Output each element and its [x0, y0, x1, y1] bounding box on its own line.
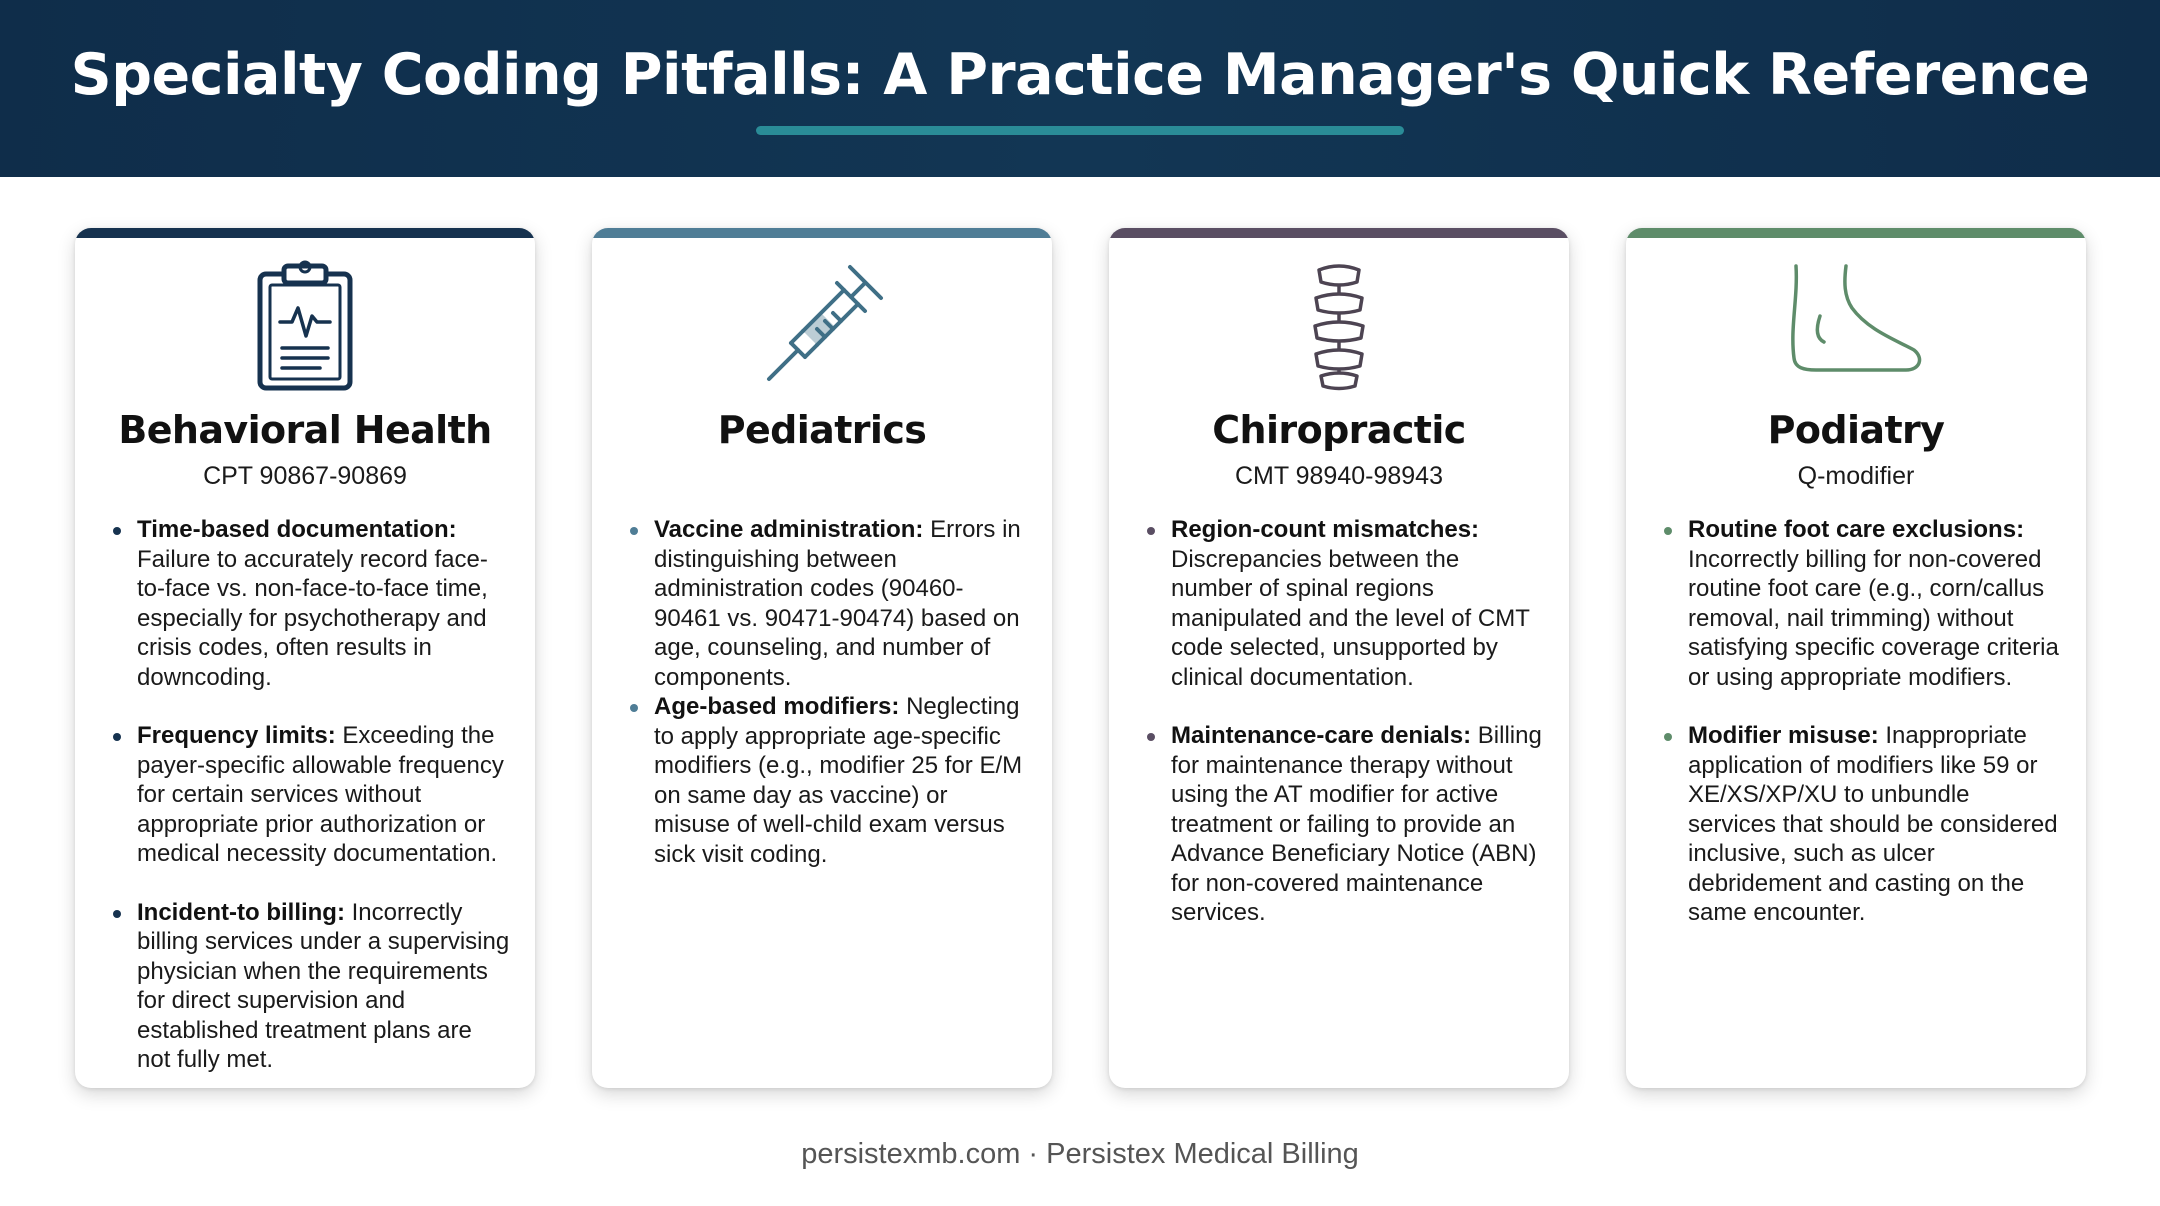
footer-credit: persistexmb.com · Persistex Medical Billing: [801, 1138, 1359, 1170]
clipboard-heartbeat-icon: [75, 258, 535, 393]
item-term: Routine foot care exclusions:: [1688, 516, 2025, 543]
bullet-icon: [113, 910, 121, 918]
card-accent-bar: [75, 228, 535, 238]
list-item: [111, 721, 511, 869]
list-item: [628, 515, 1028, 692]
item-term: Frequency limits:: [137, 722, 336, 749]
bullet-icon: [113, 733, 121, 741]
bullet-icon: [1664, 733, 1672, 741]
item-text: Incorrectly billing for non-covered routine foot care (e.g., corn/callus removal, nail trimming) without satisfying specific coverage criteria or using appropriate modifiers.: [1688, 545, 2059, 691]
item-text: Errors in distinguishing between administration codes (90460-90461 vs. 90471-90474) based on age, counseling, and number of components.: [654, 516, 1021, 691]
foot-icon: [1626, 258, 2086, 393]
list-item: [1145, 515, 1545, 692]
item-term: Time-based documentation:: [137, 516, 457, 543]
pitfall-list: [1145, 515, 1545, 928]
syringe-icon: [592, 258, 1052, 393]
item-term: Age-based modifiers:: [654, 693, 900, 720]
card-chiropractic: [1109, 228, 1569, 1088]
item-term: Modifier misuse:: [1688, 722, 1879, 749]
list-item: [111, 898, 511, 1075]
list-item: [1662, 515, 2062, 692]
card-title: Chiropractic: [1212, 408, 1466, 452]
spine-icon: [1109, 258, 1569, 393]
item-text: Neglecting to apply appropriate age-specific modifiers (e.g., modifier 25 for E/M on same day as vaccine) or misuse of well-child exam versus sick visit coding.: [654, 693, 1023, 868]
bullet-icon: [630, 704, 638, 712]
card-code: CMT 98940-98943: [1234, 462, 1443, 490]
pitfall-list: [1662, 515, 2062, 928]
pitfall-list: [628, 515, 1028, 869]
item-term: Region-count mismatches:: [1171, 516, 1480, 543]
card-title: Podiatry: [1767, 408, 1945, 452]
bullet-icon: [630, 527, 638, 535]
item-term: Maintenance-care denials:: [1171, 722, 1472, 749]
card-pediatrics: [592, 228, 1052, 1088]
card-title: Behavioral Health: [118, 408, 492, 452]
page-title: Specialty Coding Pitfalls: A Practice Manager's Quick Reference: [70, 42, 2090, 108]
item-text: Billing for maintenance therapy without using the AT modifier for active treatment or failing to provide an Advance Beneficiary Notice (ABN) for non-covered maintenance services.: [1171, 722, 1542, 926]
card-accent-bar: [1626, 228, 2086, 238]
pitfall-list: [111, 515, 511, 1075]
card-behavioral-health: [75, 228, 535, 1088]
bullet-icon: [1664, 527, 1672, 535]
item-text: Incorrectly billing services under a supervising physician when the requirements for direct supervision and established treatment plans are not fully met.: [137, 898, 510, 1073]
item-text: Failure to accurately record face-to-face vs. non-face-to-face time, especially for psychotherapy and crisis codes, often results in downcoding.: [137, 545, 488, 691]
bullet-icon: [113, 527, 121, 535]
item-term: Vaccine administration:: [654, 516, 924, 543]
item-text: Discrepancies between the number of spinal regions manipulated and the level of CMT code selected, unsupported by clinical documentation.: [1171, 545, 1530, 691]
page-header: [0, 0, 2160, 177]
title-underline: [756, 126, 1404, 135]
card-accent-bar: [592, 228, 1052, 238]
list-item: [1662, 721, 2062, 928]
card-podiatry: [1626, 228, 2086, 1088]
item-text: Inappropriate application of modifiers like 59 or XE/XS/XP/XU to unbundle services that should be considered inclusive, such as ulcer debridement and casting on the same encounter.: [1688, 722, 2058, 926]
card-accent-bar: [1109, 228, 1569, 238]
list-item: [1145, 721, 1545, 928]
card-code: Q-modifier: [1797, 462, 1915, 490]
card-title: Pediatrics: [717, 408, 927, 452]
card-code: CPT 90867-90869: [203, 462, 407, 490]
bullet-icon: [1147, 527, 1155, 535]
list-item: [628, 692, 1028, 869]
bullet-icon: [1147, 733, 1155, 741]
list-item: [111, 515, 511, 692]
item-term: Incident-to billing:: [137, 898, 345, 926]
item-text: Exceeding the payer-specific allowable frequency for certain services without appropriate prior authorization or medical necessity documentation.: [137, 722, 504, 867]
